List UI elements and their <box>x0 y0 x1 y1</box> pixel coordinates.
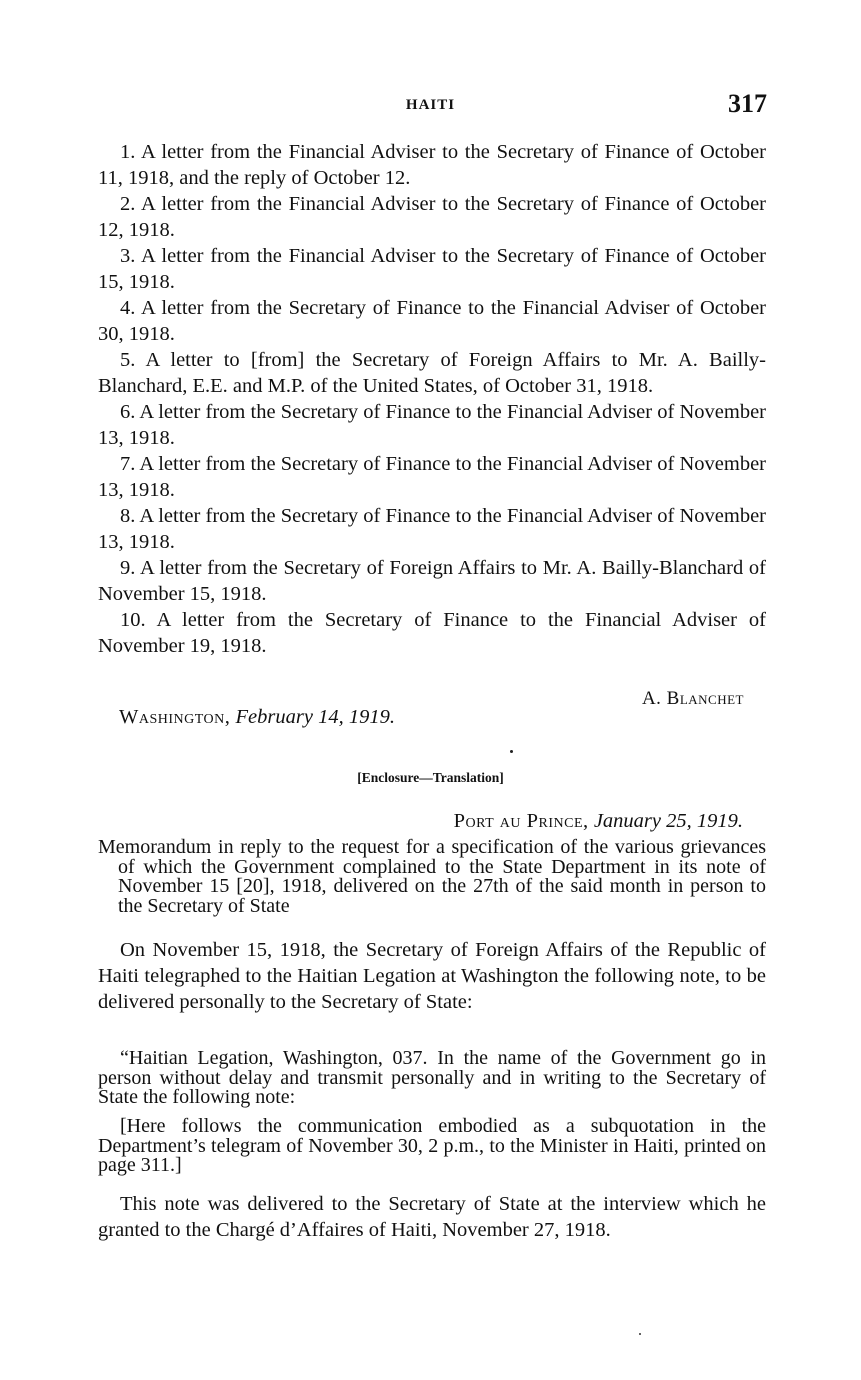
dateline-date: January 25, 1919. <box>593 810 743 832</box>
enclosure-dateline <box>454 810 743 833</box>
list-item: 9. A letter from the Secretary of Foreign Affairs to Mr. A. Bailly-Blanchard of November 15, 1918. <box>98 557 766 605</box>
signature: A. Blanchet <box>641 688 744 709</box>
list-item: 6. A letter from the Secretary of Finance to the Financial Adviser of November 13, 1918. <box>98 401 766 449</box>
quoted-telegram: “Haitian Legation, Washington, 037. In the name of the Government go in person without delay and transmit personally and in writing to the Secretary of State the following note: <box>98 1047 766 1108</box>
list-item: 7. A letter from the Secretary of Finance to the Financial Adviser of November 13, 1918. <box>98 453 766 501</box>
enclosure-list <box>98 139 766 659</box>
stray-dot <box>639 1333 641 1335</box>
running-title: HAITI <box>405 97 456 113</box>
list-item: 3. A letter from the Financial Adviser to the Secretary of Finance of October 15, 1918. <box>98 245 766 293</box>
list-item: 2. A letter from the Financial Adviser to the Secretary of Finance of October 12, 1918. <box>98 193 766 241</box>
list-item: 10. A letter from the Secretary of Finance to the Financial Adviser of November 19, 1918. <box>98 609 766 657</box>
dateline <box>119 706 395 729</box>
dateline-date: February 14, 1919. <box>235 706 395 728</box>
enclosure-heading: [Enclosure—Translation] <box>357 770 504 785</box>
list-item: 4. A letter from the Secretary of Finance to the Financial Adviser of October 30, 1918. <box>98 297 766 345</box>
memorandum-heading: Memorandum in reply to the request for a specification of the various grievances of which the Government complained to the State Department in its note of November 15 [20], 1918, delivered on the 27th of the said month in person to the Secretary of State <box>98 836 766 917</box>
body-paragraph: On November 15, 1918, the Secretary of Foreign Affairs of the Republic of Haiti telegraphed to the Haitian Legation at Washington the following note, to be delivered personally to the Secretary of State: <box>98 939 766 1013</box>
list-item: 8. A letter from the Secretary of Finance to the Financial Adviser of November 13, 1918. <box>98 505 766 553</box>
dateline-place: Port au Prince, <box>453 810 589 832</box>
editorial-note: [Here follows the communication embodied as a subquotation in the Department’s telegram of November 30, 2 p.m., to the Minister in Haiti, printed on page 311.] <box>98 1115 766 1176</box>
running-header <box>0 89 861 123</box>
list-item: 1. A letter from the Financial Adviser to the Secretary of Finance of October 11, 1918, and the reply of October 12. <box>98 141 766 189</box>
page-number: 317 <box>728 89 767 118</box>
dateline-place: Washington, <box>119 706 231 728</box>
stray-dot <box>510 750 513 753</box>
body-paragraph: This note was delivered to the Secretary of State at the interview which he granted to the Chargé d’Affaires of Haiti, November 27, 1918. <box>98 1193 766 1241</box>
list-item: 5. A letter to [from] the Secretary of Foreign Affairs to Mr. A. Bailly-Blanchard, E.E. and M.P. of the United States, of October 31, 1918. <box>98 349 766 397</box>
